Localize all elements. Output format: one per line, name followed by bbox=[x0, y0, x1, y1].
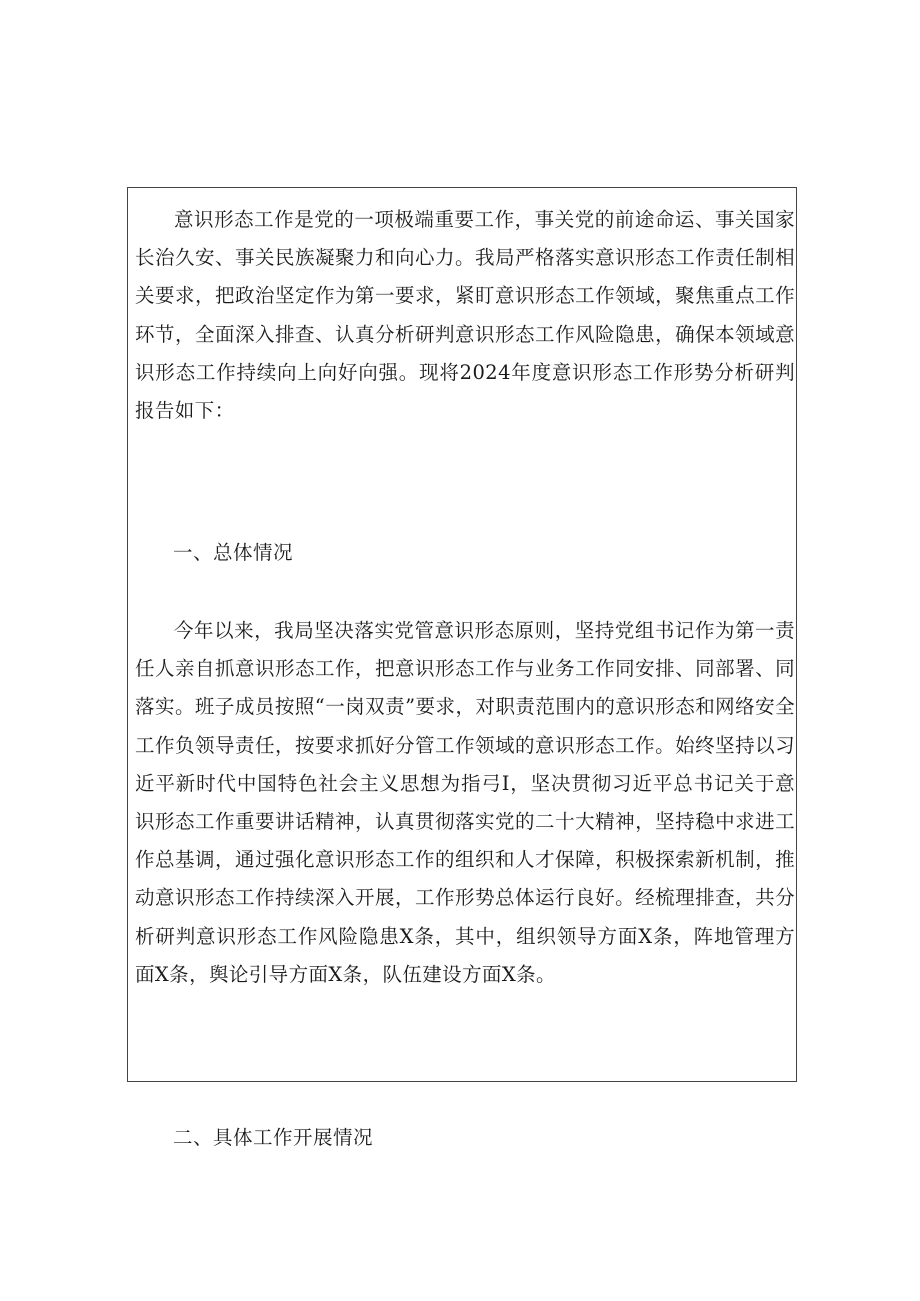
section-heading-overall: 一、总体情况 bbox=[173, 541, 294, 564]
intro-paragraph: 意识形态工作是党的一项极端重要工作，事关党的前途命运、事关国家长治久安、事关民族凝聚力和向心力。我局严格落实意识形态工作责任制相关要求，把政治坚定作为第一要求，紧盯意识形态工作领域，聚焦重点工作环节，全面深入排查、认真分析研判意识形态工作风险隐患，确保本领域意识形态工作持续向上向好向强。现将2024年度意识形态工作形势分析研判报告如下： bbox=[135, 208, 795, 423]
overall-paragraph: 今年以来，我局坚决落实党管意识形态原则，坚持党组书记作为第一责任人亲自抓意识形态工作，把意识形态工作与业务工作同安排、同部署、同落实。班子成员按照“一岗双责”要求，对职责范围内的意识形态和网络安全工作负领导责任，按要求抓好分管工作领域的意识形态工作。始终坚持以习近平新时代中国特色社会主义思想为指弓I，坚决贯彻习近平总书记关于意识形态工作重要讲话精神，认真贯彻落实党的二十大精神，坚持稳中求进工作总基调，通过强化意识形态工作的组织和人才保障，积极探索新机制，推动意识形态工作持续深入开展，工作形势总体运行良好。经梳理排查，共分析研判意识形态工作风险隐患X条，其中，组织领导方面X条，阵地管理方面X条，舆论引导方面X条，队伍建设方面X条。 bbox=[135, 619, 795, 986]
section-heading-specific-work: 二、具体工作开展情况 bbox=[173, 1126, 374, 1149]
